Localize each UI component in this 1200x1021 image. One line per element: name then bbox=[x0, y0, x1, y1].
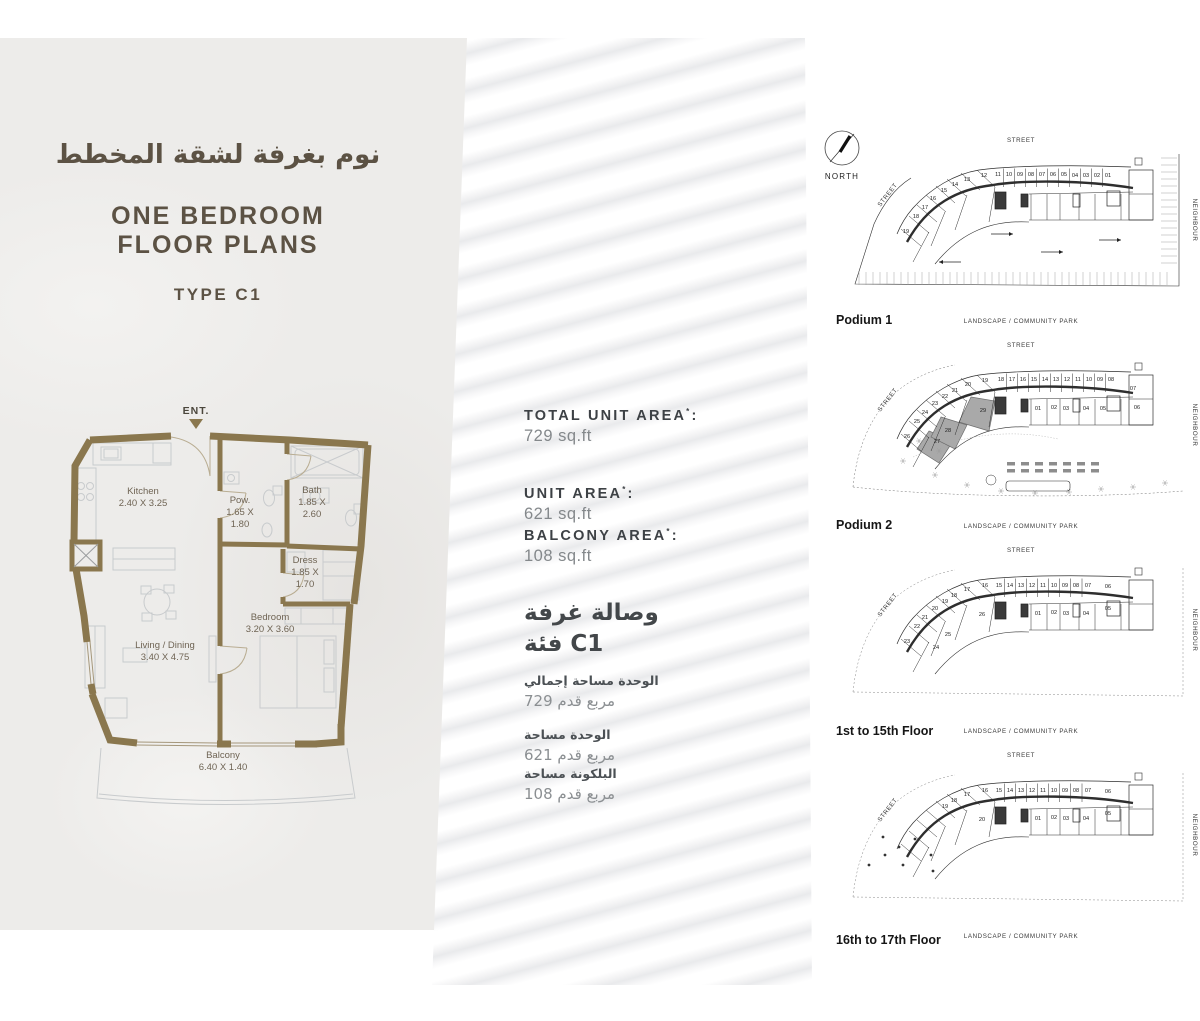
unit-number-01: 01 bbox=[1034, 406, 1042, 412]
unit-number-02: 02 bbox=[1050, 815, 1058, 821]
balcony-area-value-arabic: 108 ‎قدم ‎مربع bbox=[524, 785, 616, 803]
unit-number-03: 03 bbox=[1082, 173, 1090, 179]
unit-number-07: 07 bbox=[1129, 386, 1137, 392]
unit-number-23: 23 bbox=[903, 639, 911, 645]
unit-number-20: 20 bbox=[964, 382, 972, 388]
unit-number-18: 18 bbox=[950, 593, 958, 599]
unit-number-21: 21 bbox=[951, 388, 959, 394]
unit-number-28: 28 bbox=[944, 428, 952, 434]
total-unit-area-block bbox=[524, 407, 699, 446]
street-label-top: STREET bbox=[1006, 752, 1036, 759]
key-plan-podium-1 bbox=[843, 132, 1198, 327]
unit-number-12: 12 bbox=[1028, 788, 1036, 794]
unit-floor-plan bbox=[57, 396, 387, 816]
street-label-top: STREET bbox=[1006, 547, 1036, 554]
unit-number-04: 04 bbox=[1082, 611, 1090, 617]
unit-number-06: 06 bbox=[1104, 789, 1112, 795]
unit-number-13: 13 bbox=[1052, 377, 1060, 383]
unit-number-13: 13 bbox=[1017, 583, 1025, 589]
total-unit-area-value: 729 sq.ft bbox=[524, 426, 592, 445]
unit-number-01: 01 bbox=[1034, 611, 1042, 617]
floor-plan-door-arcs bbox=[171, 436, 311, 674]
key-plan-1st-15th bbox=[843, 542, 1198, 737]
unit-number-08: 08 bbox=[1072, 583, 1080, 589]
unit-number-08: 08 bbox=[1072, 788, 1080, 794]
unit-number-15: 15 bbox=[1030, 377, 1038, 383]
street-label-top: STREET bbox=[1006, 137, 1036, 144]
unit-number-12: 12 bbox=[1063, 377, 1071, 383]
unit-number-26: 26 bbox=[903, 434, 911, 440]
unit-type-label: TYPE C1 bbox=[173, 285, 263, 304]
unit-number-12: 12 bbox=[980, 173, 988, 179]
unit-number-05: 05 bbox=[1104, 811, 1112, 817]
unit-number-21: 21 bbox=[921, 615, 929, 621]
page-title-line2: FLOOR PLANS bbox=[117, 231, 319, 259]
unit-number-02: 02 bbox=[1050, 405, 1058, 411]
unit-number-14: 14 bbox=[951, 182, 959, 188]
entrance-arrow-icon bbox=[189, 419, 203, 429]
landscape-park-label: LANDSCAPE / COMMUNITY PARK bbox=[963, 728, 1079, 735]
room-label-bedroom: 3.20 X 3.60 bbox=[245, 624, 295, 635]
unit-area-value-arabic: 621 ‎قدم ‎مربع bbox=[524, 746, 616, 764]
unit-number-09: 09 bbox=[1016, 172, 1024, 178]
unit-number-15: 15 bbox=[940, 188, 948, 194]
unit-number-08: 08 bbox=[1107, 377, 1115, 383]
room-label-dress: Dress bbox=[292, 555, 318, 566]
page-title-line1: ONE BEDROOM bbox=[111, 202, 325, 230]
room-label-pow: 1.80 bbox=[230, 519, 250, 530]
unit-number-11: 11 bbox=[1040, 788, 1046, 794]
unit-number-24: 24 bbox=[921, 410, 929, 416]
room-label-bedroom: Bedroom bbox=[250, 612, 290, 623]
unit-number-19: 19 bbox=[981, 378, 989, 384]
unit-number-16: 16 bbox=[981, 788, 989, 794]
unit-number-07: 07 bbox=[1038, 172, 1046, 178]
unit-number-03: 03 bbox=[1062, 611, 1070, 617]
unit-number-14: 14 bbox=[1006, 788, 1014, 794]
unit-number-09: 09 bbox=[1096, 377, 1104, 383]
unit-number-02: 02 bbox=[1093, 173, 1101, 179]
arabic-heading-line2: فئة ‎C1 bbox=[524, 631, 604, 657]
street-label-left: STREET bbox=[876, 591, 900, 619]
room-label-pow: Pow. bbox=[229, 495, 251, 506]
north-label: NORTH bbox=[824, 172, 860, 181]
room-labels bbox=[119, 485, 327, 773]
landscape-park-label: LANDSCAPE / COMMUNITY PARK bbox=[963, 318, 1079, 325]
unit-number-09: 09 bbox=[1061, 788, 1069, 794]
entrance-label: ENT. bbox=[182, 405, 210, 417]
key-plan-drawing bbox=[853, 342, 1198, 530]
total-unit-area-label: TOTAL UNIT AREA*: bbox=[524, 407, 699, 424]
unit-number-08: 08 bbox=[1027, 172, 1035, 178]
unit-number-11: 11 bbox=[995, 172, 1001, 178]
unit-number-18: 18 bbox=[912, 214, 920, 220]
room-label-kitchen: Kitchen bbox=[127, 486, 159, 497]
room-label-dress: 1.85 X bbox=[291, 567, 319, 578]
unit-number-25: 25 bbox=[913, 419, 921, 425]
room-label-pow: 1.65 X bbox=[226, 507, 254, 518]
unit-number-01: 01 bbox=[1034, 816, 1042, 822]
unit-number-11: 11 bbox=[1040, 583, 1046, 589]
page-title bbox=[40, 202, 396, 260]
key-plan-16th-17th bbox=[843, 747, 1198, 942]
total-area-value-arabic: 729 ‎قدم ‎مربع bbox=[524, 692, 616, 710]
unit-number-17: 17 bbox=[963, 587, 971, 593]
room-label-kitchen: 2.40 X 3.25 bbox=[118, 498, 168, 509]
unit-number-07: 07 bbox=[1084, 788, 1092, 794]
unit-type-heading-arabic bbox=[524, 598, 659, 660]
shaft-cross bbox=[74, 544, 98, 567]
room-label-living: Living / Dining bbox=[135, 640, 195, 651]
unit-number-14: 14 bbox=[1006, 583, 1014, 589]
unit-number-27: 27 bbox=[933, 439, 941, 445]
room-label-balcony: 6.40 X 1.40 bbox=[198, 762, 248, 773]
unit-number-23: 23 bbox=[931, 401, 939, 407]
unit-number-18: 18 bbox=[997, 377, 1005, 383]
unit-number-06: 06 bbox=[1104, 584, 1112, 590]
neighbour-label: NEIGHBOUR bbox=[1191, 608, 1198, 652]
unit-number-06: 06 bbox=[1049, 172, 1057, 178]
unit-number-04: 04 bbox=[1082, 816, 1090, 822]
landscape-park-label: LANDSCAPE / COMMUNITY PARK bbox=[963, 933, 1079, 940]
unit-number-04: 04 bbox=[1071, 173, 1079, 179]
plan-caption-podium-2: Podium 2 bbox=[836, 518, 893, 532]
unit-number-13: 13 bbox=[1017, 788, 1025, 794]
unit-number-19: 19 bbox=[941, 804, 949, 810]
unit-number-20: 20 bbox=[978, 817, 986, 823]
unit-number-14: 14 bbox=[1041, 377, 1049, 383]
key-plan-podium-2 bbox=[843, 337, 1198, 532]
room-label-dress: 1.70 bbox=[295, 579, 315, 590]
unit-number-03: 03 bbox=[1062, 816, 1070, 822]
total-area-label-arabic: إجمالي ‎مساحة ‎الوحدة bbox=[524, 673, 659, 688]
unit-number-22: 22 bbox=[913, 624, 921, 630]
page-title-arabic: المخطط ‎لشقة ‎بغرفة ‎نوم bbox=[55, 140, 381, 170]
unit-number-07: 07 bbox=[1084, 583, 1092, 589]
unit-number-05: 05 bbox=[1104, 606, 1112, 612]
unit-number-10: 10 bbox=[1085, 377, 1093, 383]
room-label-bath: 2.60 bbox=[302, 509, 322, 520]
unit-number-26: 26 bbox=[978, 612, 986, 618]
balcony-area-label-arabic: مساحة ‎البلكونة bbox=[524, 766, 617, 781]
unit-number-12: 12 bbox=[1028, 583, 1036, 589]
neighbour-label: NEIGHBOUR bbox=[1191, 403, 1198, 447]
unit-number-16: 16 bbox=[981, 583, 989, 589]
unit-area-block bbox=[524, 485, 635, 524]
unit-number-17: 17 bbox=[963, 792, 971, 798]
street-label-left: STREET bbox=[876, 386, 900, 414]
plan-caption-16th-17th: 16th to 17th Floor bbox=[836, 933, 941, 947]
unit-number-13: 13 bbox=[963, 177, 971, 183]
unit-number-11: 11 bbox=[1075, 377, 1081, 383]
balcony-area-value: 108 sq.ft bbox=[524, 546, 592, 565]
plan-caption-1st-15th: 1st to 15th Floor bbox=[836, 724, 934, 738]
balcony-area-block bbox=[524, 527, 679, 566]
street-label-left: STREET bbox=[876, 796, 900, 824]
unit-number-01: 01 bbox=[1104, 173, 1112, 179]
unit-number-05: 05 bbox=[1099, 406, 1107, 412]
unit-number-15: 15 bbox=[995, 583, 1003, 589]
arabic-heading-line1: غرفة ‎وصالة bbox=[524, 600, 659, 626]
neighbour-label: NEIGHBOUR bbox=[1191, 198, 1198, 242]
unit-area-label-arabic: مساحة ‎الوحدة bbox=[524, 727, 611, 742]
key-plan-drawing bbox=[853, 752, 1198, 940]
unit-number-19: 19 bbox=[941, 599, 949, 605]
unit-number-03: 03 bbox=[1062, 406, 1070, 412]
unit-number-02: 02 bbox=[1050, 610, 1058, 616]
room-label-living: 3.40 X 4.75 bbox=[140, 652, 190, 663]
unit-number-20: 20 bbox=[931, 606, 939, 612]
room-label-bath: Bath bbox=[302, 485, 322, 496]
unit-number-22: 22 bbox=[941, 394, 949, 400]
unit-number-10: 10 bbox=[1050, 583, 1058, 589]
unit-number-15: 15 bbox=[995, 788, 1003, 794]
key-plan-drawing bbox=[855, 137, 1198, 325]
unit-number-17: 17 bbox=[921, 205, 929, 211]
unit-number-16: 16 bbox=[1019, 377, 1027, 383]
unit-number-16: 16 bbox=[929, 196, 937, 202]
unit-number-18: 18 bbox=[950, 798, 958, 804]
balcony-area-label: BALCONY AREA*: bbox=[524, 527, 679, 544]
landscape-park-label: LANDSCAPE / COMMUNITY PARK bbox=[963, 523, 1079, 530]
room-label-balcony: Balcony bbox=[206, 750, 240, 761]
neighbour-label: NEIGHBOUR bbox=[1191, 813, 1198, 857]
unit-number-04: 04 bbox=[1082, 406, 1090, 412]
floor-plan-window-sills bbox=[87, 642, 295, 747]
key-plan-drawing bbox=[853, 547, 1198, 735]
unit-number-06: 06 bbox=[1133, 405, 1141, 411]
unit-number-05: 05 bbox=[1060, 172, 1068, 178]
room-label-bath: 1.85 X bbox=[298, 497, 326, 508]
unit-number-24: 24 bbox=[932, 645, 940, 651]
unit-number-25: 25 bbox=[944, 632, 952, 638]
plan-caption-podium-1: Podium 1 bbox=[836, 313, 893, 327]
street-label-left: STREET bbox=[876, 181, 900, 209]
unit-number-29: 29 bbox=[979, 408, 987, 414]
unit-number-09: 09 bbox=[1061, 583, 1069, 589]
unit-number-10: 10 bbox=[1005, 172, 1013, 178]
unit-number-19: 19 bbox=[902, 229, 910, 235]
unit-area-value: 621 sq.ft bbox=[524, 504, 592, 523]
street-label-top: STREET bbox=[1006, 342, 1036, 349]
unit-number-17: 17 bbox=[1008, 377, 1016, 383]
unit-area-label: UNIT AREA*: bbox=[524, 485, 635, 502]
unit-number-10: 10 bbox=[1050, 788, 1058, 794]
